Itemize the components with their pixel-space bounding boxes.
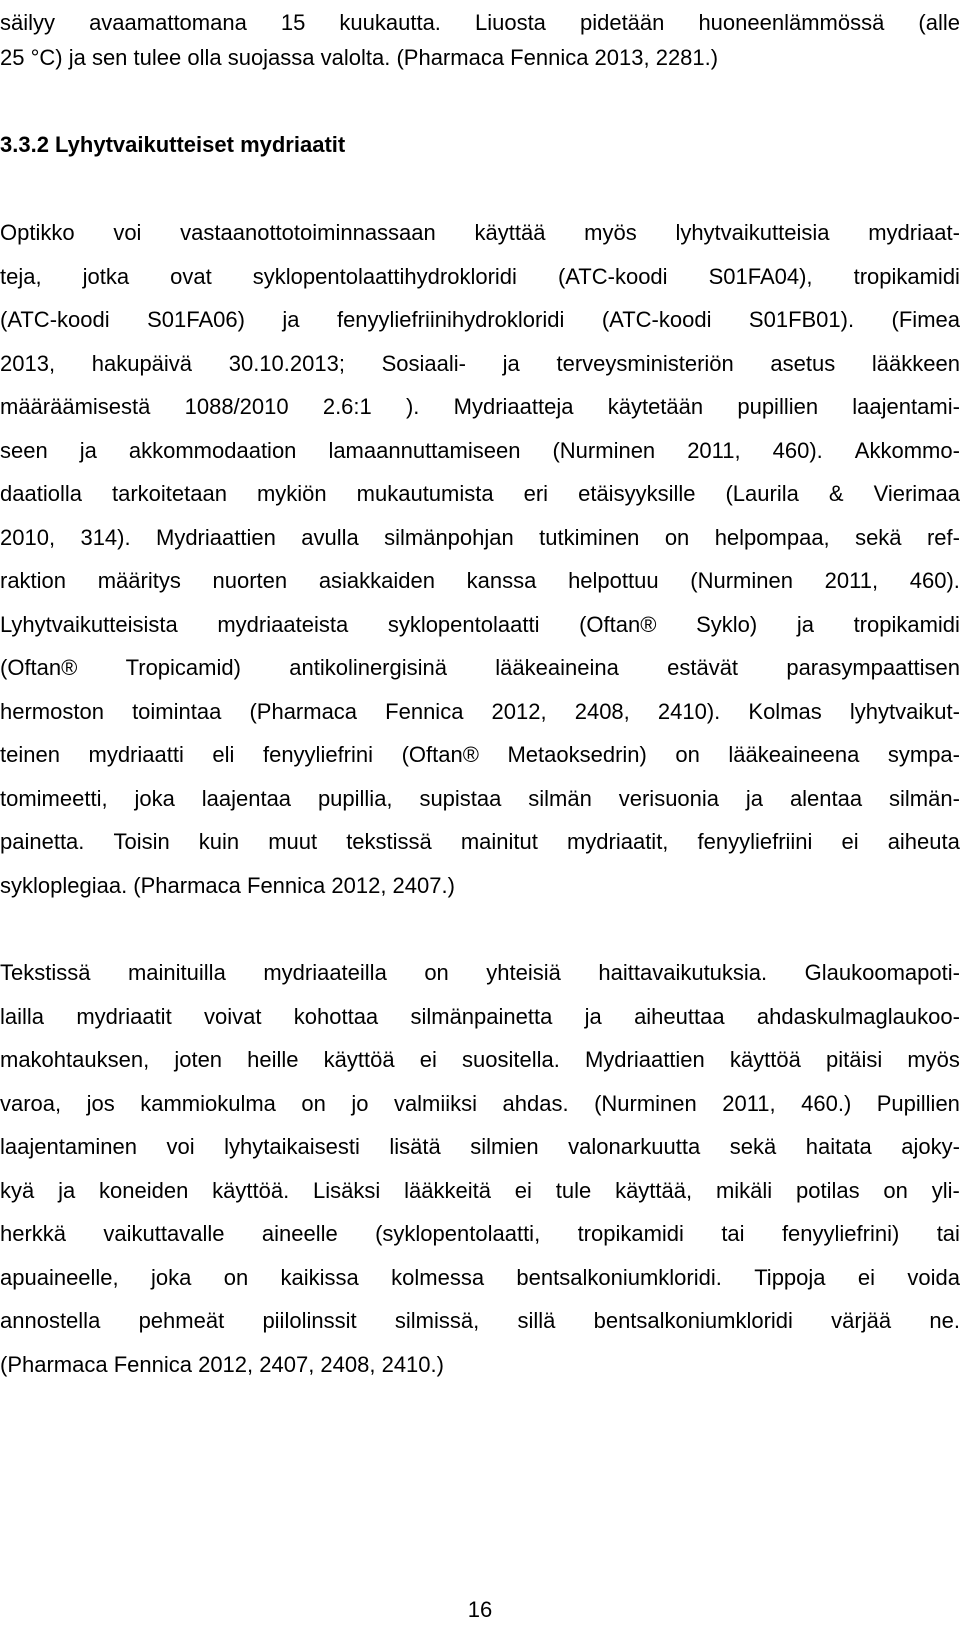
- text-line: seen ja akkommodaation lamaannuttamiseen (Nurminen 2011, 460). Akkommo-: [0, 438, 960, 463]
- text-line: lailla mydriaatit voivat kohottaa silmänpainetta ja aiheuttaa ahdaskulmaglaukoo-: [0, 1004, 960, 1029]
- text-line: 25 °C) ja sen tulee olla suojassa valolta. (Pharmaca Fennica 2013, 2281.): [0, 45, 719, 70]
- text-line: (Pharmaca Fennica 2012, 2407, 2408, 2410.): [0, 1352, 444, 1377]
- text-line: Lyhytvaikutteisista mydriaateista syklopentolaatti (Oftan® Syklo) ja tropikamidi: [0, 612, 960, 637]
- text-line: laajentaminen voi lyhytaikaisesti lisätä silmien valonarkuutta sekä haitata ajoky-: [0, 1134, 960, 1159]
- text-line: 2010, 314). Mydriaattien avulla silmänpohjan tutkiminen on helpompaa, sekä ref-: [0, 525, 960, 550]
- text-line: Tekstissä mainituilla mydriaateilla on yhteisiä haittavaikutuksia. Glaukoomapoti-: [0, 960, 960, 985]
- text-line: Optikko voi vastaanottotoiminnassaan käyttää myös lyhytvaikutteisia mydriaat-: [0, 220, 960, 245]
- text-line: määräämisestä 1088/2010 2.6:1 ). Mydriaatteja käytetään pupillien laajentami-: [0, 394, 960, 419]
- text-line: annostella pehmeät piilolinssit silmissä, sillä bentsalkoniumkloridi värjää ne.: [0, 1308, 960, 1333]
- text-line: teja, jotka ovat syklopentolaattihydrokloridi (ATC-koodi S01FA04), tropikamidi: [0, 264, 960, 289]
- text-line: kyä ja koneiden käyttöä. Lisäksi lääkkeitä ei tule käyttää, mikäli potilas on yli-: [0, 1178, 960, 1203]
- text-line: herkkä vaikuttavalle aineelle (syklopentolaatti, tropikamidi tai fenyyliefrini) tai: [0, 1221, 960, 1246]
- text-line: hermoston toimintaa (Pharmaca Fennica 2012, 2408, 2410). Kolmas lyhytvaikut-: [0, 699, 960, 724]
- page-number: 16: [467, 1597, 493, 1622]
- text-line: makohtauksen, joten heille käyttöä ei suositella. Mydriaattien käyttöä pitäisi myös: [0, 1047, 960, 1072]
- text-line: (ATC-koodi S01FA06) ja fenyyliefriinihydrokloridi (ATC-koodi S01FB01). (Fimea: [0, 307, 960, 332]
- text-line: daatiolla tarkoitetaan mykiön mukautumista eri etäisyyksille (Laurila & Vierimaa: [0, 481, 960, 506]
- section-heading: 3.3.2 Lyhytvaikutteiset mydriaatit: [0, 132, 346, 157]
- text-line: 2013, hakupäivä 30.10.2013; Sosiaali- ja terveysministeriön asetus lääkkeen: [0, 351, 960, 376]
- text-line: painetta. Toisin kuin muut tekstissä mainitut mydriaatit, fenyyliefriini ei aiheuta: [0, 829, 960, 854]
- text-line: raktion määritys nuorten asiakkaiden kanssa helpottuu (Nurminen 2011, 460).: [0, 568, 960, 593]
- text-line: apuaineelle, joka on kaikissa kolmessa bentsalkoniumkloridi. Tippoja ei voida: [0, 1265, 960, 1290]
- text-line: tomimeetti, joka laajentaa pupillia, supistaa silmän verisuonia ja alentaa silmän-: [0, 786, 960, 811]
- text-line: (Oftan® Tropicamid) antikolinergisinä lääkeaineina estävät parasympaattisen: [0, 655, 960, 680]
- text-line: sykloplegiaa. (Pharmaca Fennica 2012, 2407.): [0, 873, 455, 898]
- text-line: säilyy avaamattomana 15 kuukautta. Liuosta pidetään huoneenlämmössä (alle: [0, 10, 960, 35]
- text-line: varoa, jos kammiokulma on jo valmiiksi ahdas. (Nurminen 2011, 460.) Pupillien: [0, 1091, 960, 1116]
- text-line: teinen mydriaatti eli fenyyliefrini (Oftan® Metaoksedrin) on lääkeaineena sympa-: [0, 742, 960, 767]
